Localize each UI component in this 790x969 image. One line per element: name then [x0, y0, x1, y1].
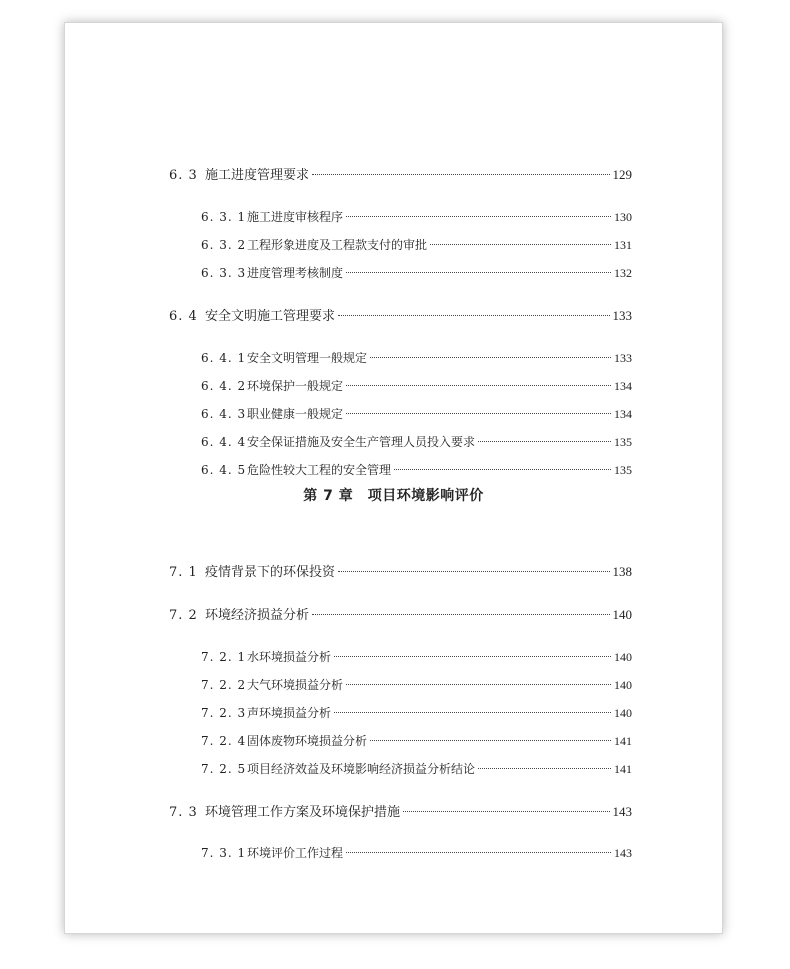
section-number: 6. 4. 4 — [201, 435, 247, 449]
section-number: 6. 4. 5 — [201, 463, 247, 477]
section-number: 7. 3 — [169, 805, 198, 820]
section-title: 大气环境损益分析 — [247, 678, 344, 692]
toc-subsection-6-4-4[interactable] — [201, 434, 632, 450]
section-number: 6. 3. 2 — [201, 238, 247, 252]
dot-leader — [346, 413, 611, 414]
toc-subsection-6-4-3[interactable] — [201, 406, 632, 422]
section-title: 安全文明管理一般规定 — [247, 351, 368, 365]
section-title: 疫情背景下的环保投资 — [205, 565, 336, 580]
section-title: 危险性较大工程的安全管理 — [247, 463, 392, 477]
section-title: 固体废物环境损益分析 — [247, 734, 368, 748]
section-title: 声环境损益分析 — [247, 706, 332, 720]
toc-subsection-6-4-1[interactable] — [201, 350, 632, 366]
toc-subsection-7-2-1[interactable] — [201, 649, 632, 665]
section-title: 职业健康一般规定 — [247, 407, 344, 421]
toc-subsection-7-2-2[interactable] — [201, 677, 632, 693]
section-title: 安全保证措施及安全生产管理人员投入要求 — [247, 435, 476, 449]
toc-section-7-2[interactable] — [169, 607, 632, 624]
dot-leader — [334, 656, 611, 657]
section-number: 6. 4. 3 — [201, 407, 247, 421]
toc-section-6-3[interactable] — [169, 167, 632, 184]
page-number: 130 — [614, 210, 632, 224]
section-number: 6. 3. 1 — [201, 210, 247, 224]
dot-leader — [338, 315, 609, 316]
toc-subsection-6-4-2[interactable] — [201, 378, 632, 394]
page-number: 143 — [612, 804, 632, 819]
dot-leader — [346, 272, 611, 273]
page-number: 141 — [614, 762, 632, 776]
section-title: 环境经济损益分析 — [205, 608, 310, 623]
page-number: 143 — [614, 846, 632, 860]
section-number: 7. 2. 4 — [201, 734, 247, 748]
toc-subsection-7-2-5[interactable] — [201, 761, 632, 777]
toc-subsection-7-3-1[interactable] — [201, 845, 632, 861]
page-number: 140 — [614, 706, 632, 720]
page-number: 133 — [614, 351, 632, 365]
toc-section-7-3[interactable] — [169, 804, 632, 821]
page-number: 132 — [614, 266, 632, 280]
section-title: 环境评价工作过程 — [247, 846, 344, 860]
dot-leader — [334, 712, 611, 713]
dot-leader — [370, 357, 611, 358]
chapter-heading: 第 7 章 项目环境影响评价 — [303, 488, 484, 504]
section-title: 项目经济效益及环境影响经济损益分析结论 — [247, 762, 476, 776]
dot-leader — [403, 811, 609, 812]
section-title: 工程形象进度及工程款支付的审批 — [247, 238, 428, 252]
dot-leader — [312, 614, 609, 615]
section-title: 环境保护一般规定 — [247, 379, 344, 393]
section-number: 7. 2. 5 — [201, 762, 247, 776]
table-of-contents — [65, 23, 722, 933]
section-title: 进度管理考核制度 — [247, 266, 344, 280]
toc-section-7-1[interactable] — [169, 564, 632, 581]
dot-leader — [312, 174, 609, 175]
page-number: 135 — [614, 435, 632, 449]
section-number: 7. 2. 3 — [201, 706, 247, 720]
dot-leader — [394, 469, 611, 470]
dot-leader — [346, 852, 611, 853]
dot-leader — [346, 216, 611, 217]
dot-leader — [346, 385, 611, 386]
page-number: 140 — [614, 650, 632, 664]
book-page — [64, 22, 723, 934]
section-title: 水环境损益分析 — [247, 650, 332, 664]
page-number: 134 — [614, 407, 632, 421]
toc-subsection-7-2-3[interactable] — [201, 705, 632, 721]
page-number: 134 — [614, 379, 632, 393]
toc-subsection-6-3-1[interactable] — [201, 209, 632, 225]
section-number: 7. 2. 2 — [201, 678, 247, 692]
toc-subsection-6-3-2[interactable] — [201, 237, 632, 253]
dot-leader — [370, 740, 611, 741]
dot-leader — [430, 244, 611, 245]
section-number: 6. 4 — [169, 309, 198, 324]
section-number: 7. 2. 1 — [201, 650, 247, 664]
page-number: 138 — [612, 564, 632, 579]
section-title: 施工进度管理要求 — [205, 168, 310, 183]
section-number: 7. 1 — [169, 565, 198, 580]
toc-subsection-7-2-4[interactable] — [201, 733, 632, 749]
page-number: 141 — [614, 734, 632, 748]
section-number: 6. 4. 2 — [201, 379, 247, 393]
page-number: 133 — [612, 308, 632, 323]
page-number: 131 — [614, 238, 632, 252]
dot-leader — [478, 768, 611, 769]
page-number: 140 — [614, 678, 632, 692]
section-title: 环境管理工作方案及环境保护措施 — [205, 805, 401, 820]
toc-subsection-6-3-3[interactable] — [201, 265, 632, 281]
dot-leader — [346, 684, 611, 685]
section-number: 6. 3. 3 — [201, 266, 247, 280]
dot-leader — [478, 441, 611, 442]
page-number: 129 — [612, 167, 632, 182]
page-number: 140 — [612, 607, 632, 622]
toc-subsection-6-4-5[interactable] — [201, 462, 632, 478]
page-number: 135 — [614, 463, 632, 477]
section-title: 施工进度审核程序 — [247, 210, 344, 224]
section-number: 7. 3. 1 — [201, 846, 247, 860]
dot-leader — [338, 571, 609, 572]
section-number: 6. 4. 1 — [201, 351, 247, 365]
section-title: 安全文明施工管理要求 — [205, 309, 336, 324]
toc-section-6-4[interactable] — [169, 308, 632, 325]
section-number: 7. 2 — [169, 608, 198, 623]
section-number: 6. 3 — [169, 168, 198, 183]
